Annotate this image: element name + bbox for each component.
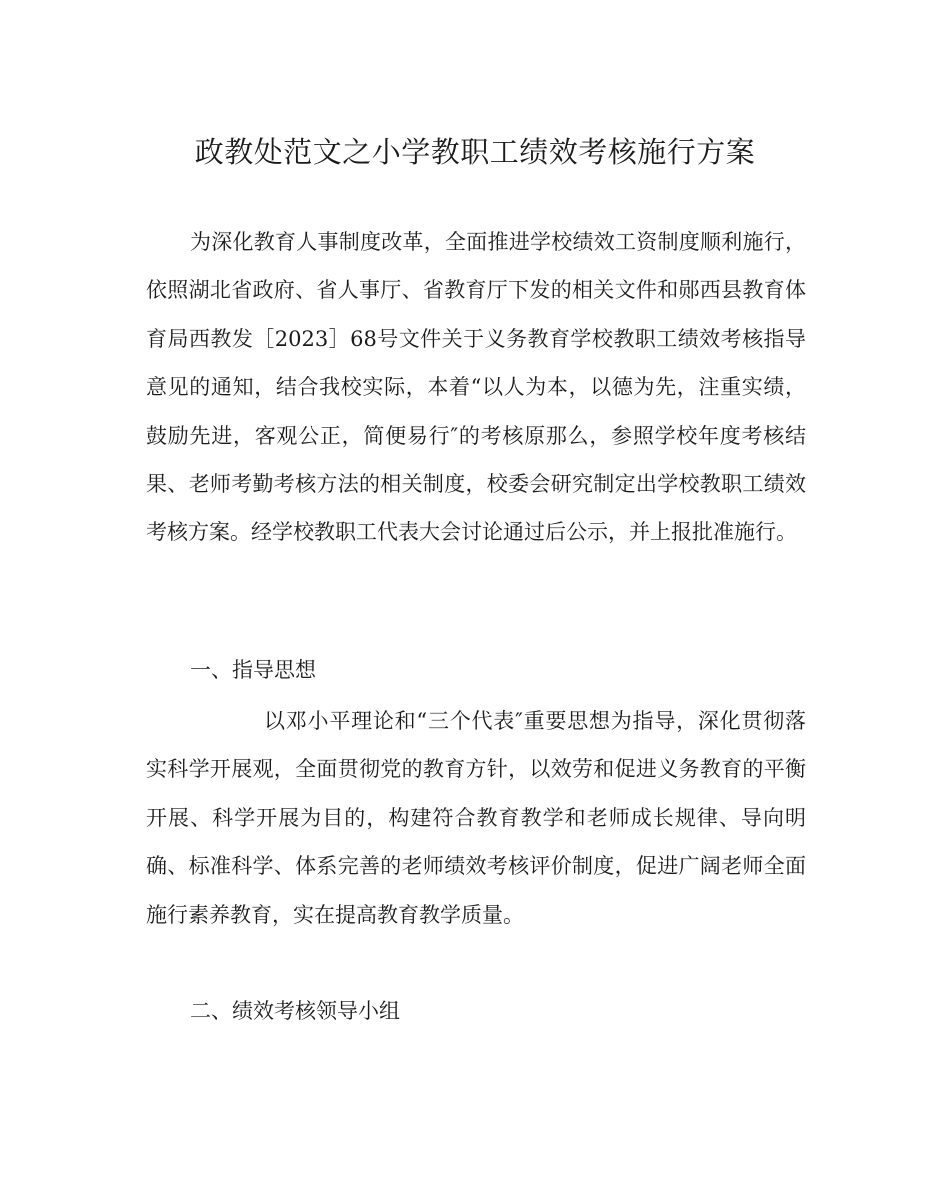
section-heading-leadership-group: 二、绩效考核领导小组 — [190, 999, 400, 1023]
document-title: 政教处范文之小学教职工绩效考核施行方案 — [194, 135, 756, 169]
section-body-guiding-ideology: 以邓小平理论和“三个代表″重要思想为指导，深化贯彻落实科学开展观，全面贯彻党的教育方针，以效劳和促进义务教育的平衡开展、科学开展为目的，构建符合教育教学和老师成长规律、导向明确、标准科学、体系完善的老师绩效考核评价制度，促进广阔老师全面施行素养教育，实在提高教育教学质量。 — [146, 709, 806, 927]
intro-paragraph: 为深化教育人事制度改革，全面推进学校绩效工资制度顺利施行，依照湖北省政府、省人事厅、省教育厅下发的相关文件和郧西县教育体育局西教发［2023］68号文件关于义务教育学校教职工绩效考核指导意见的通知，结合我校实际，本着“以人为本，以德为先，注重实绩，鼓励先进，客观公正，简便易行″的考核原那么，参照学校年度考核结果、老师考勤考核方法的相关制度，校委会研究制定出学校教职工绩效考核方案。经学校教职工代表大会讨论通过后公示，并上报批准施行。 — [146, 230, 806, 545]
section-heading-guiding-ideology: 一、指导思想 — [190, 658, 316, 682]
